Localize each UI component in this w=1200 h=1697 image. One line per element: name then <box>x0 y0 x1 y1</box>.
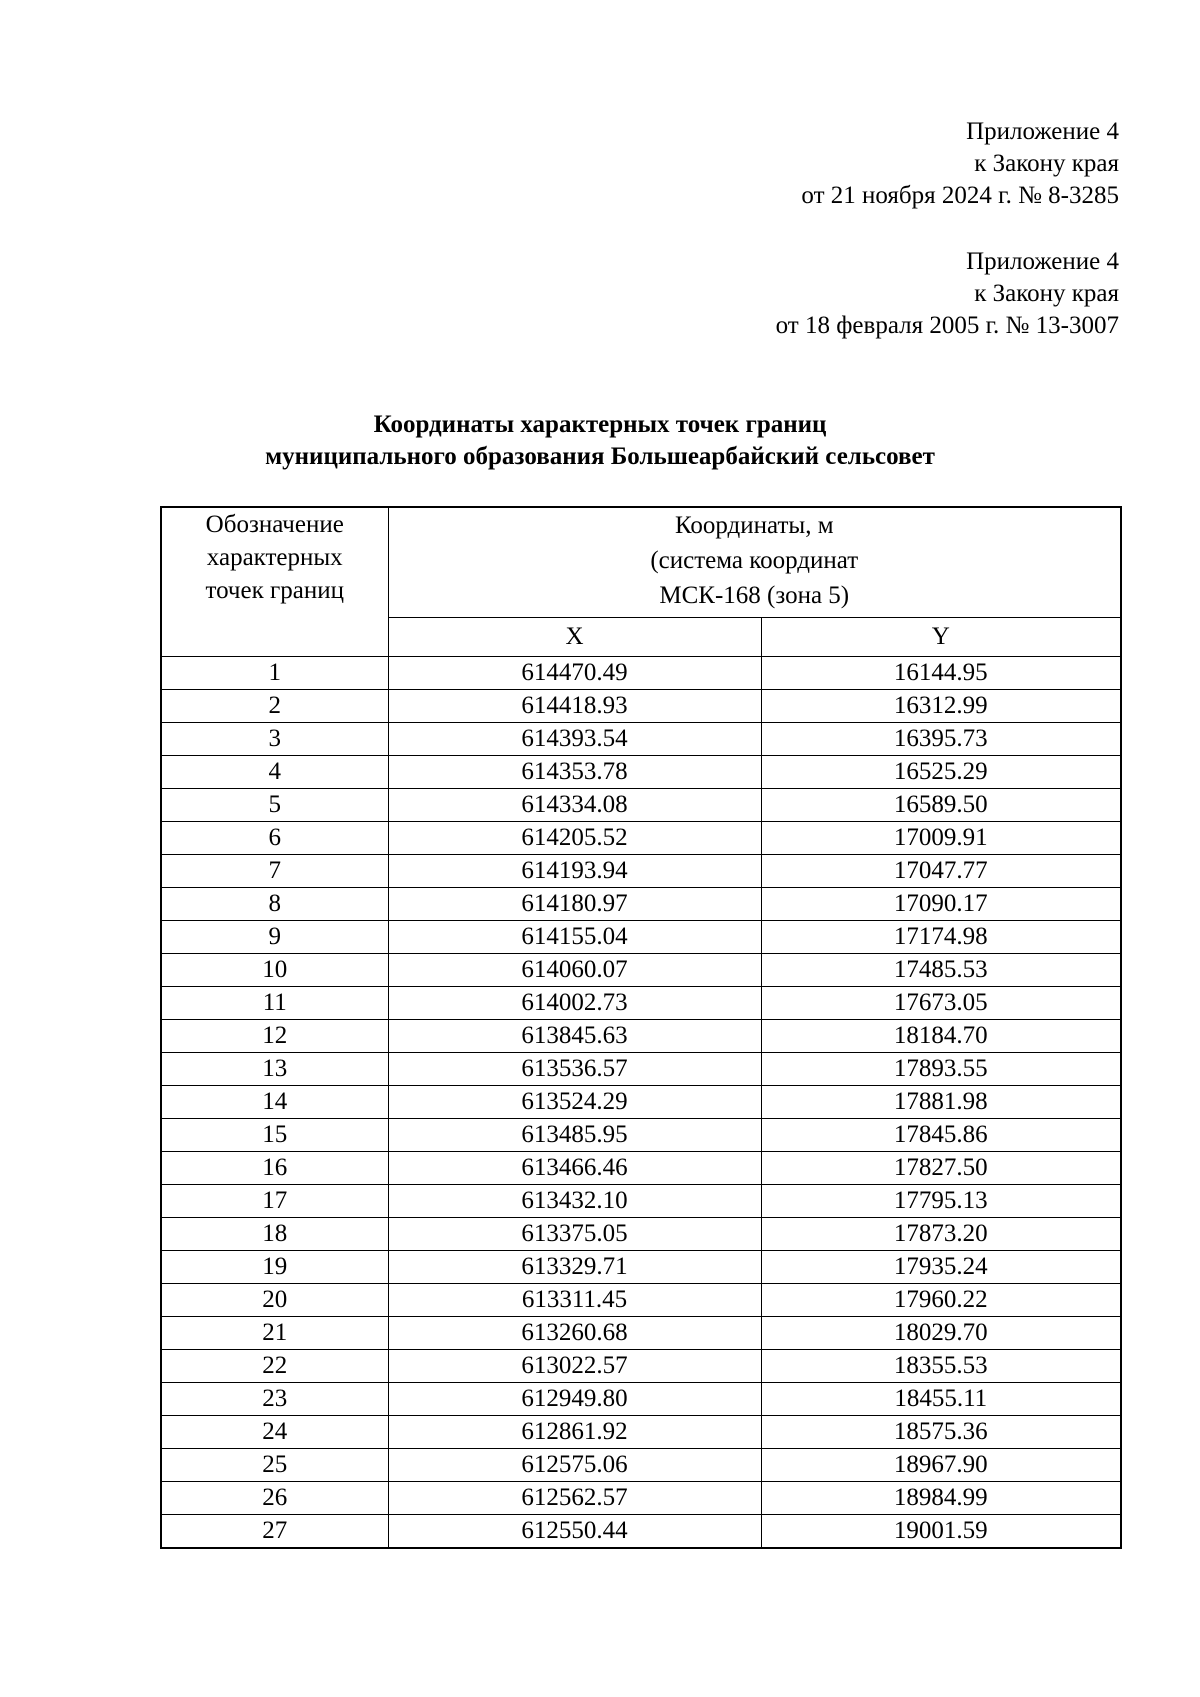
y-coordinate-cell: 16589.50 <box>761 789 1121 822</box>
y-coordinate-cell: 18184.70 <box>761 1020 1121 1053</box>
y-coordinate-cell: 18984.99 <box>761 1482 1121 1515</box>
table-row <box>161 789 1121 822</box>
table-row <box>161 855 1121 888</box>
y-coordinate-cell: 16312.99 <box>761 690 1121 723</box>
y-coordinate-cell: 17485.53 <box>761 954 1121 987</box>
table-row <box>161 987 1121 1020</box>
point-cell: 17 <box>161 1185 388 1218</box>
point-cell: 19 <box>161 1251 388 1284</box>
point-cell: 16 <box>161 1152 388 1185</box>
y-coordinate-cell: 17047.77 <box>761 855 1121 888</box>
y-coordinate-cell: 18355.53 <box>761 1350 1121 1383</box>
appendix-current-line3: от 21 ноября 2024 г. № 8-3285 <box>801 182 1119 209</box>
y-coordinate-cell: 17009.91 <box>761 822 1121 855</box>
point-cell: 8 <box>161 888 388 921</box>
table-row <box>161 723 1121 756</box>
y-coordinate-cell: 18575.36 <box>761 1416 1121 1449</box>
table-row <box>161 1053 1121 1086</box>
table-row <box>161 888 1121 921</box>
y-coordinate-cell: 16395.73 <box>761 723 1121 756</box>
point-cell: 21 <box>161 1317 388 1350</box>
table-row <box>161 690 1121 723</box>
point-cell: 6 <box>161 822 388 855</box>
table-row <box>161 1350 1121 1383</box>
appendix-original-reference <box>776 246 1119 342</box>
document-title <box>0 409 1200 473</box>
point-cell: 13 <box>161 1053 388 1086</box>
point-cell: 26 <box>161 1482 388 1515</box>
header-coords-line3: МСК-168 (зона 5) <box>659 582 850 609</box>
y-coordinate-cell: 17174.98 <box>761 921 1121 954</box>
x-coordinate-cell: 614155.04 <box>388 921 761 954</box>
table-row <box>161 1185 1121 1218</box>
x-coordinate-cell: 614334.08 <box>388 789 761 822</box>
x-coordinate-cell: 613432.10 <box>388 1185 761 1218</box>
x-coordinate-cell: 614060.07 <box>388 954 761 987</box>
table-row <box>161 954 1121 987</box>
x-coordinate-cell: 613485.95 <box>388 1119 761 1152</box>
y-coordinate-cell: 18029.70 <box>761 1317 1121 1350</box>
x-coordinate-cell: 613375.05 <box>388 1218 761 1251</box>
y-coordinate-cell: 17881.98 <box>761 1086 1121 1119</box>
x-coordinate-cell: 613536.57 <box>388 1053 761 1086</box>
x-coordinate-cell: 614418.93 <box>388 690 761 723</box>
y-coordinate-cell: 17935.24 <box>761 1251 1121 1284</box>
header-coordinates <box>388 507 1121 618</box>
table-row <box>161 1284 1121 1317</box>
table-row <box>161 1251 1121 1284</box>
table-row <box>161 1449 1121 1482</box>
x-coordinate-cell: 613845.63 <box>388 1020 761 1053</box>
table-body <box>161 657 1121 1549</box>
point-cell: 12 <box>161 1020 388 1053</box>
header-point-line2: характерных <box>206 544 343 571</box>
table-row <box>161 1086 1121 1119</box>
point-cell: 10 <box>161 954 388 987</box>
point-cell: 25 <box>161 1449 388 1482</box>
table-row <box>161 1383 1121 1416</box>
appendix-original-line3: от 18 февраля 2005 г. № 13-3007 <box>775 312 1119 339</box>
point-cell: 24 <box>161 1416 388 1449</box>
y-coordinate-cell: 17795.13 <box>761 1185 1121 1218</box>
x-coordinate-cell: 613329.71 <box>388 1251 761 1284</box>
header-coords-line2: (система координат <box>650 547 859 574</box>
table-row <box>161 1020 1121 1053</box>
table-row <box>161 1317 1121 1350</box>
appendix-current-reference <box>801 116 1119 212</box>
x-coordinate-cell: 614353.78 <box>388 756 761 789</box>
x-coordinate-cell: 614193.94 <box>388 855 761 888</box>
x-coordinate-cell: 612550.44 <box>388 1515 761 1549</box>
table-row <box>161 1119 1121 1152</box>
header-coords-line1: Координаты, м <box>674 512 834 539</box>
point-cell: 27 <box>161 1515 388 1549</box>
x-coordinate-cell: 614002.73 <box>388 987 761 1020</box>
y-coordinate-cell: 17893.55 <box>761 1053 1121 1086</box>
x-coordinate-cell: 614470.49 <box>388 657 761 690</box>
point-cell: 2 <box>161 690 388 723</box>
y-coordinate-cell: 17090.17 <box>761 888 1121 921</box>
appendix-current-line2: к Закону края <box>974 150 1119 177</box>
x-coordinate-cell: 613260.68 <box>388 1317 761 1350</box>
appendix-original-line2: к Закону края <box>974 280 1119 307</box>
point-cell: 5 <box>161 789 388 822</box>
point-cell: 15 <box>161 1119 388 1152</box>
x-coordinate-cell: 613311.45 <box>388 1284 761 1317</box>
point-cell: 4 <box>161 756 388 789</box>
coordinates-table <box>160 506 1122 1549</box>
y-coordinate-cell: 17827.50 <box>761 1152 1121 1185</box>
table-row <box>161 1152 1121 1185</box>
table-row <box>161 1515 1121 1549</box>
point-cell: 23 <box>161 1383 388 1416</box>
appendix-current-line1: Приложение 4 <box>966 118 1119 145</box>
y-coordinate-cell: 19001.59 <box>761 1515 1121 1549</box>
header-point-designation <box>161 507 388 657</box>
x-coordinate-cell: 614205.52 <box>388 822 761 855</box>
y-coordinate-cell: 17673.05 <box>761 987 1121 1020</box>
point-cell: 3 <box>161 723 388 756</box>
point-cell: 11 <box>161 987 388 1020</box>
x-coordinate-cell: 613466.46 <box>388 1152 761 1185</box>
y-coordinate-cell: 18967.90 <box>761 1449 1121 1482</box>
header-point-line3: точек границ <box>205 577 344 604</box>
point-cell: 14 <box>161 1086 388 1119</box>
x-coordinate-cell: 614180.97 <box>388 888 761 921</box>
y-coordinate-cell: 17845.86 <box>761 1119 1121 1152</box>
table-row <box>161 657 1121 690</box>
x-coordinate-cell: 613524.29 <box>388 1086 761 1119</box>
table-row <box>161 921 1121 954</box>
x-coordinate-cell: 614393.54 <box>388 723 761 756</box>
table-row <box>161 1218 1121 1251</box>
point-cell: 22 <box>161 1350 388 1383</box>
point-cell: 9 <box>161 921 388 954</box>
x-coordinate-cell: 612949.80 <box>388 1383 761 1416</box>
point-cell: 7 <box>161 855 388 888</box>
y-coordinate-cell: 16144.95 <box>761 657 1121 690</box>
document-title-line1: Координаты характерных точек границ <box>373 411 827 438</box>
document-title-line2: муниципального образования Большеарбайский сельсовет <box>265 443 935 470</box>
point-cell: 18 <box>161 1218 388 1251</box>
header-x: X <box>388 618 761 657</box>
y-coordinate-cell: 18455.11 <box>761 1383 1121 1416</box>
point-cell: 1 <box>161 657 388 690</box>
header-y: Y <box>761 618 1121 657</box>
y-coordinate-cell: 17873.20 <box>761 1218 1121 1251</box>
point-cell: 20 <box>161 1284 388 1317</box>
table-header-row <box>161 507 1121 618</box>
table-row <box>161 822 1121 855</box>
y-coordinate-cell: 16525.29 <box>761 756 1121 789</box>
x-coordinate-cell: 612861.92 <box>388 1416 761 1449</box>
table-row <box>161 756 1121 789</box>
x-coordinate-cell: 612575.06 <box>388 1449 761 1482</box>
table-row <box>161 1482 1121 1515</box>
y-coordinate-cell: 17960.22 <box>761 1284 1121 1317</box>
x-coordinate-cell: 612562.57 <box>388 1482 761 1515</box>
header-point-line1: Обозначение <box>205 511 344 538</box>
x-coordinate-cell: 613022.57 <box>388 1350 761 1383</box>
table-row <box>161 1416 1121 1449</box>
appendix-original-line1: Приложение 4 <box>966 248 1119 275</box>
